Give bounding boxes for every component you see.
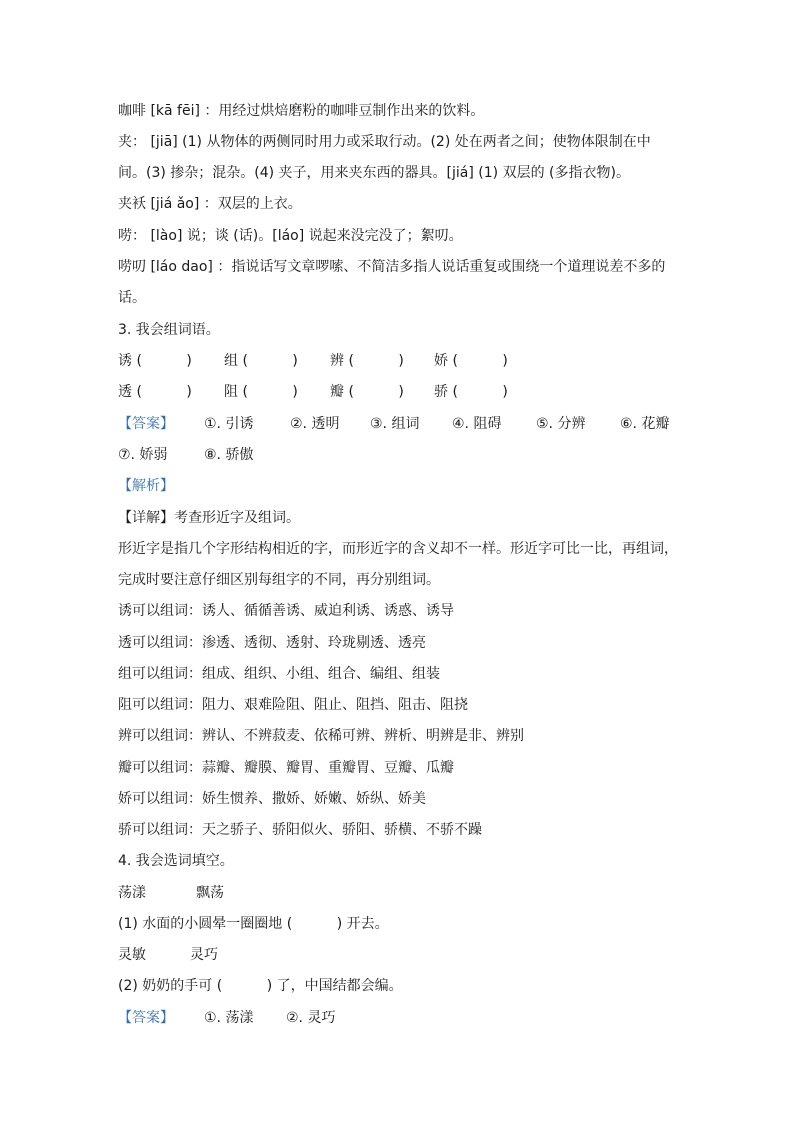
definition-line: 间。(3) 掺杂；混杂。(4) 夹子，用来夹东西的器具。[jiá] (1) 双层的 (多指衣物)。	[118, 165, 630, 181]
definition-line: 话。	[118, 290, 146, 306]
analysis-label: 【解析】	[118, 478, 174, 494]
word-group-line: 阻可以组词：阻力、艰难险阻、阻止、阻挡、阻击、阻挠	[118, 697, 468, 713]
blank-item: 娇 ( )	[434, 353, 508, 369]
blank-item: 瓣 ( )	[330, 384, 404, 400]
blank-item: 组 ( )	[224, 353, 298, 369]
word-choice: 灵敏	[118, 947, 146, 963]
answer-item: ⑦. 娇弱	[118, 447, 168, 463]
word-group-line: 瓣可以组词：蒜瓣、瓣膜、瓣胃、重瓣胃、豆瓣、瓜瓣	[118, 760, 454, 776]
answer-item: ⑧. 骄傲	[204, 447, 254, 463]
explanation-line: 完成时要注意仔细区别每组字的不同，再分别组词。	[118, 572, 440, 588]
definition-line: 唠： [lào] 说；谈 (话)。[láo] 说起来没完没了；絮叨。	[118, 228, 463, 244]
answer-item: ⑤. 分辨	[536, 416, 586, 432]
blank-item: 透 ( )	[118, 384, 192, 400]
word-choice: 飘荡	[196, 885, 224, 901]
answer-item: ⑥. 花瓣	[620, 416, 670, 432]
word-group-line: 组可以组词：组成、组织、小组、组合、编组、组装	[118, 666, 440, 682]
word-group-line: 骄可以组词：天之骄子、骄阳似火、骄阳、骄横、不骄不躁	[118, 822, 482, 838]
answer-label: 【答案】	[118, 1010, 174, 1026]
explanation-line: 形近字是指几个字形结构相近的字，而形近字的含义却不一样。形近字可比一比，再组词，	[118, 541, 678, 557]
question-4-title: 4. 我会选词填空。	[118, 853, 234, 869]
definition-line: 咖啡 [kā fēi] ：用经过烘焙磨粉的咖啡豆制作出来的饮料。	[118, 103, 485, 119]
fill-sentence: (2) 奶奶的手可 ( ) 了，中国结都会编。	[118, 978, 403, 994]
answer-label: 【答案】	[118, 416, 174, 432]
definition-line: 唠叨 [láo dao] ：指说话写文章啰嗦、不简洁多指人说话重复或围绕一个道理说差不多的	[118, 259, 666, 275]
blank-item: 阻 ( )	[224, 384, 298, 400]
blank-item: 骄 ( )	[434, 384, 508, 400]
answer-item: ①. 引诱	[204, 416, 254, 432]
definition-line: 夹： [jiā] (1) 从物体的两侧同时用力或采取行动。(2) 处在两者之间；使物体限制在中	[118, 134, 651, 150]
answer-item: ④. 阻碍	[452, 416, 502, 432]
answer-item: ③. 组词	[370, 416, 420, 432]
fill-sentence: (1) 水面的小圆晕一圈圈地 ( ) 开去。	[118, 916, 389, 932]
blank-item: 辨 ( )	[330, 353, 404, 369]
word-group-line: 娇可以组词：娇生惯养、撒娇、娇嫩、娇纵、娇美	[118, 791, 426, 807]
definition-line: 夹袄 [jiá ǎo] ：双层的上衣。	[118, 196, 302, 212]
answer-item: ②. 透明	[290, 416, 340, 432]
answer-item: ①. 荡漾	[204, 1010, 254, 1026]
word-choice: 荡漾	[118, 885, 146, 901]
word-choice: 灵巧	[190, 947, 218, 963]
answer-item: ②. 灵巧	[286, 1010, 336, 1026]
detail-line: 【详解】考查形近字及组词。	[118, 510, 300, 526]
word-group-line: 辨可以组词：辨认、不辨菽麦、依稀可辨、辨析、明辨是非、辨别	[118, 728, 524, 744]
word-group-line: 透可以组词：渗透、透彻、透射、玲珑剔透、透亮	[118, 635, 426, 651]
word-group-line: 诱可以组词：诱人、循循善诱、威迫利诱、诱惑、诱导	[118, 603, 454, 619]
question-3-title: 3. 我会组词语。	[118, 322, 220, 338]
blank-item: 诱 ( )	[118, 353, 192, 369]
